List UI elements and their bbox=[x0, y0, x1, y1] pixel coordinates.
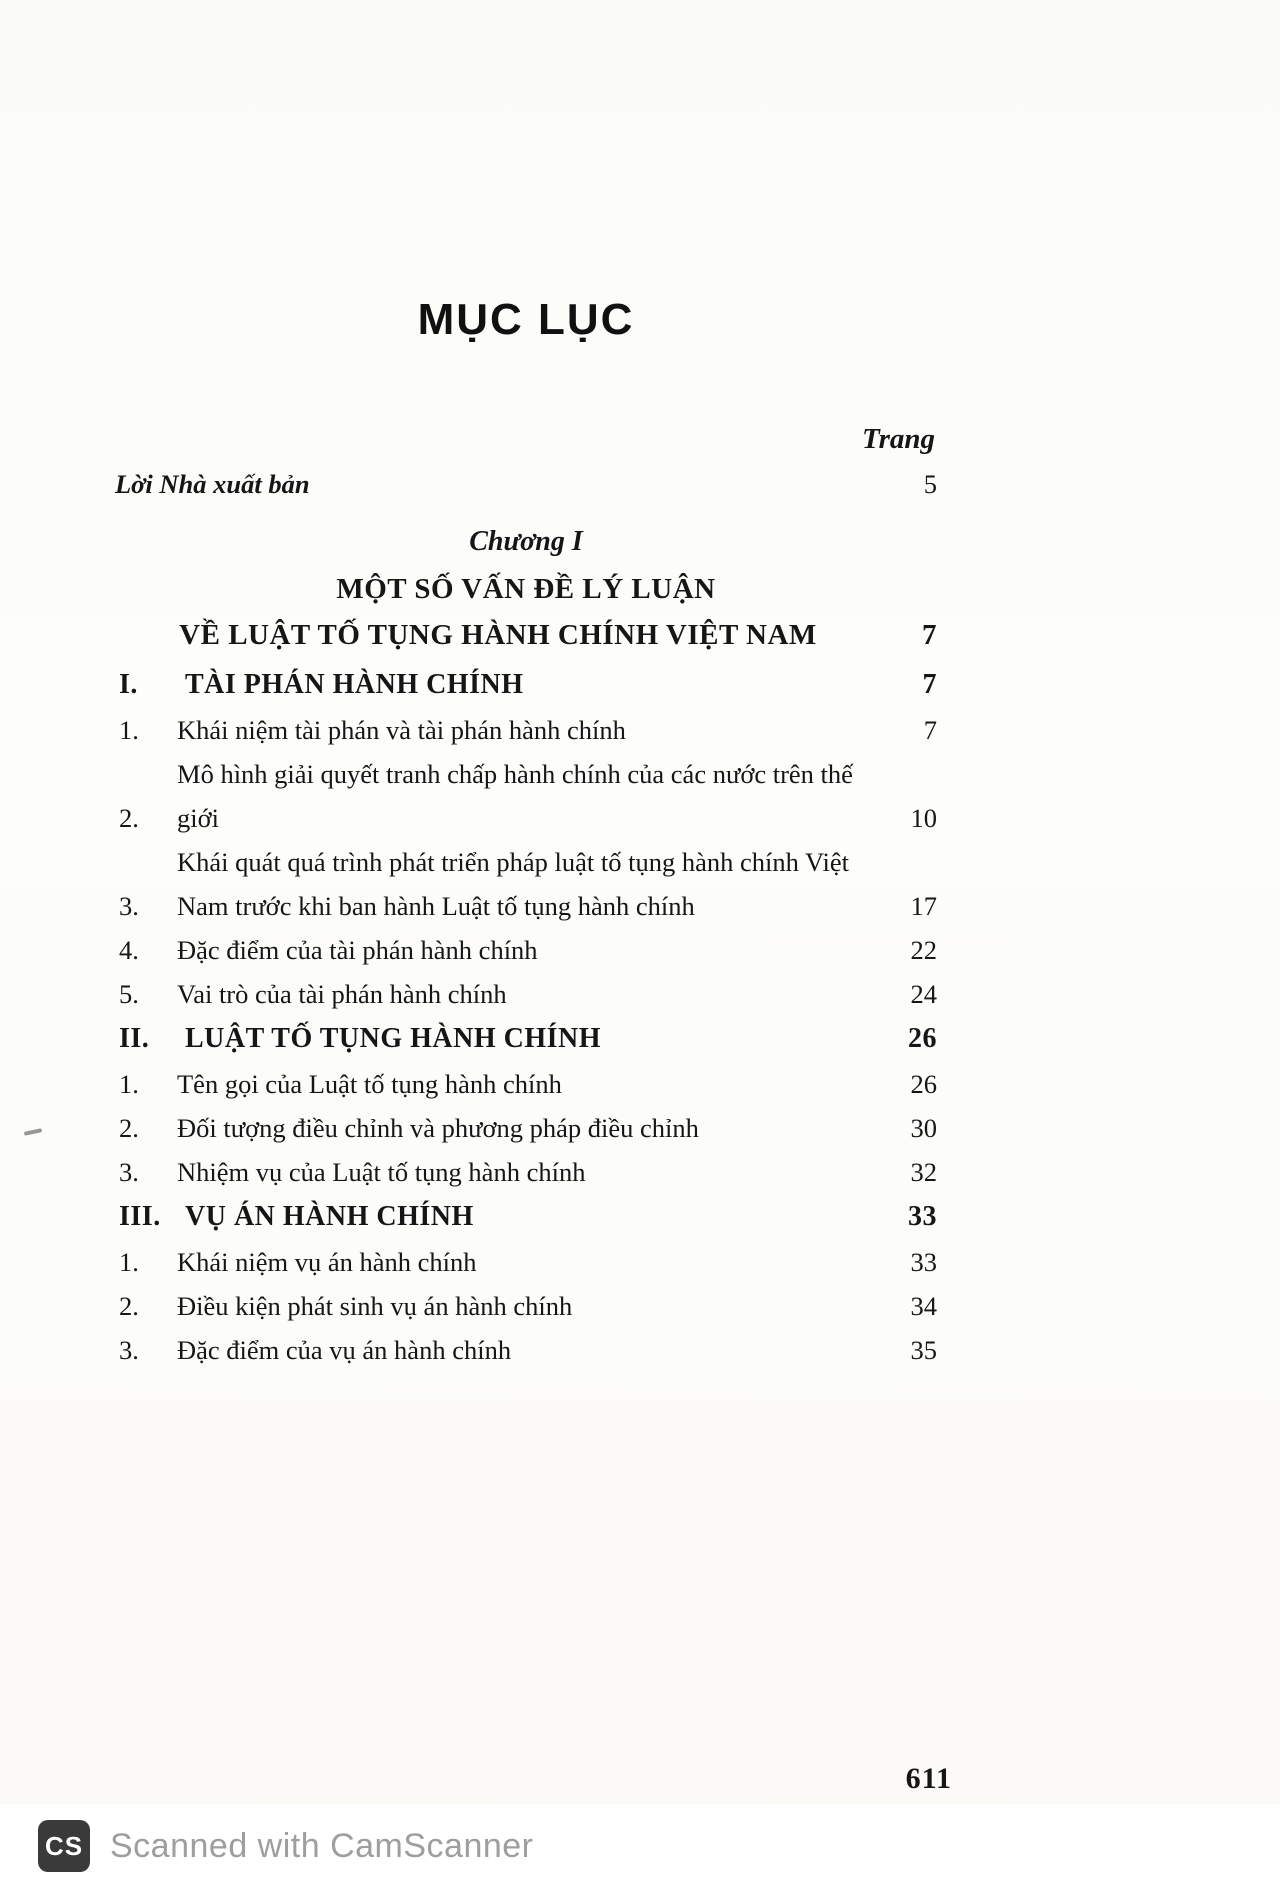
toc-entry bbox=[115, 752, 937, 840]
entry-text: Đối tượng điều chỉnh và phương pháp điều chỉnh bbox=[177, 1113, 699, 1143]
entry-text: Tên gọi của Luật tố tụng hành chính bbox=[177, 1069, 562, 1099]
chapter-title-line1: MỘT SỐ VẤN ĐỀ LÝ LUẬN bbox=[336, 573, 716, 605]
entry-number: 3. bbox=[119, 1335, 139, 1365]
entry-text: Khái niệm vụ án hành chính bbox=[177, 1247, 477, 1277]
entry-text: LUẬT TỐ TỤNG HÀNH CHÍNH bbox=[185, 1023, 602, 1054]
entry-number: 2. bbox=[119, 1291, 139, 1321]
entry-number: 2. bbox=[119, 803, 139, 833]
watermark-text: Scanned with CamScanner bbox=[110, 1826, 534, 1865]
camscanner-icon: CS bbox=[38, 1820, 90, 1872]
entry-number: 3. bbox=[119, 1157, 139, 1187]
entry-page: 26 bbox=[910, 1069, 937, 1099]
entry-page: 35 bbox=[910, 1335, 937, 1365]
entry-number: 5. bbox=[119, 979, 139, 1009]
toc-entry-list bbox=[115, 662, 937, 1372]
entry-page: 26 bbox=[908, 1023, 937, 1054]
entry-page: 32 bbox=[910, 1157, 937, 1187]
book-page-number: 611 bbox=[905, 1762, 952, 1795]
entry-number: 2. bbox=[119, 1113, 139, 1143]
entry-page: 17 bbox=[910, 891, 937, 921]
toc-entry bbox=[115, 972, 937, 1016]
entry-text: VỤ ÁN HÀNH CHÍNH bbox=[185, 1201, 474, 1232]
entry-page: 7 bbox=[922, 669, 937, 700]
entry-page: 10 bbox=[910, 803, 937, 833]
chapter-label: Chương I bbox=[469, 526, 583, 557]
toc-entry bbox=[115, 708, 937, 752]
entry-number: 1. bbox=[119, 1069, 139, 1099]
entry-text: Mô hình giải quyết tranh chấp hành chính của các nước trên thế giới bbox=[177, 759, 853, 833]
entry-text: Điều kiện phát sinh vụ án hành chính bbox=[177, 1291, 573, 1321]
toc-entry bbox=[115, 662, 937, 708]
entry-number: III. bbox=[119, 1201, 161, 1232]
toc-entry bbox=[115, 840, 937, 928]
toc-entry bbox=[115, 1240, 937, 1284]
entry-text: Vai trò của tài phán hành chính bbox=[177, 979, 507, 1009]
entry-text: Khái niệm tài phán và tài phán hành chính bbox=[177, 715, 626, 745]
entry-text: Đặc điểm của tài phán hành chính bbox=[177, 935, 538, 965]
toc-entry bbox=[115, 1106, 937, 1150]
chapter-heading bbox=[115, 518, 937, 658]
entry-text: Lời Nhà xuất bản bbox=[115, 469, 310, 499]
entry-text: Khái quát quá trình phát triển pháp luật tố tụng hành chính Việt Nam trước khi ban hành Luật tố tụng hành chính bbox=[177, 847, 850, 921]
chapter-page: 7 bbox=[922, 619, 937, 651]
toc-entry bbox=[115, 1284, 937, 1328]
entry-number: 3. bbox=[119, 891, 139, 921]
toc-entry bbox=[115, 1150, 937, 1194]
entry-page: 22 bbox=[910, 935, 937, 965]
toc-entry bbox=[115, 1194, 937, 1240]
table-of-contents bbox=[115, 0, 937, 1372]
entry-page: 34 bbox=[910, 1291, 937, 1321]
entry-text: TÀI PHÁN HÀNH CHÍNH bbox=[185, 669, 524, 700]
entry-page: 33 bbox=[908, 1201, 937, 1232]
entry-page: 5 bbox=[923, 469, 937, 499]
entry-number: 1. bbox=[119, 715, 139, 745]
toc-entry bbox=[115, 1328, 937, 1372]
toc-entry bbox=[115, 928, 937, 972]
entry-number: I. bbox=[119, 669, 138, 700]
toc-entry-preface bbox=[115, 462, 937, 506]
entry-number: 1. bbox=[119, 1247, 139, 1277]
page-title: MỤC LỤC bbox=[417, 295, 635, 344]
entry-page: 33 bbox=[910, 1247, 937, 1277]
toc-entry bbox=[115, 1062, 937, 1106]
camscanner-watermark bbox=[0, 1804, 1280, 1888]
entry-text: Nhiệm vụ của Luật tố tụng hành chính bbox=[177, 1157, 586, 1187]
trang-column-label: Trang bbox=[861, 423, 935, 455]
entry-page: 7 bbox=[923, 715, 937, 745]
entry-page: 24 bbox=[910, 979, 937, 1009]
entry-number: 4. bbox=[119, 935, 139, 965]
scan-artifact bbox=[24, 1128, 42, 1136]
toc-entry bbox=[115, 1016, 937, 1062]
entry-text: Đặc điểm của vụ án hành chính bbox=[177, 1335, 512, 1365]
chapter-title-line2-row bbox=[115, 612, 937, 658]
entry-number: II. bbox=[119, 1023, 150, 1054]
entry-page: 30 bbox=[910, 1113, 937, 1143]
chapter-title-line2: VỀ LUẬT TỐ TỤNG HÀNH CHÍNH VIỆT NAM bbox=[179, 619, 817, 651]
